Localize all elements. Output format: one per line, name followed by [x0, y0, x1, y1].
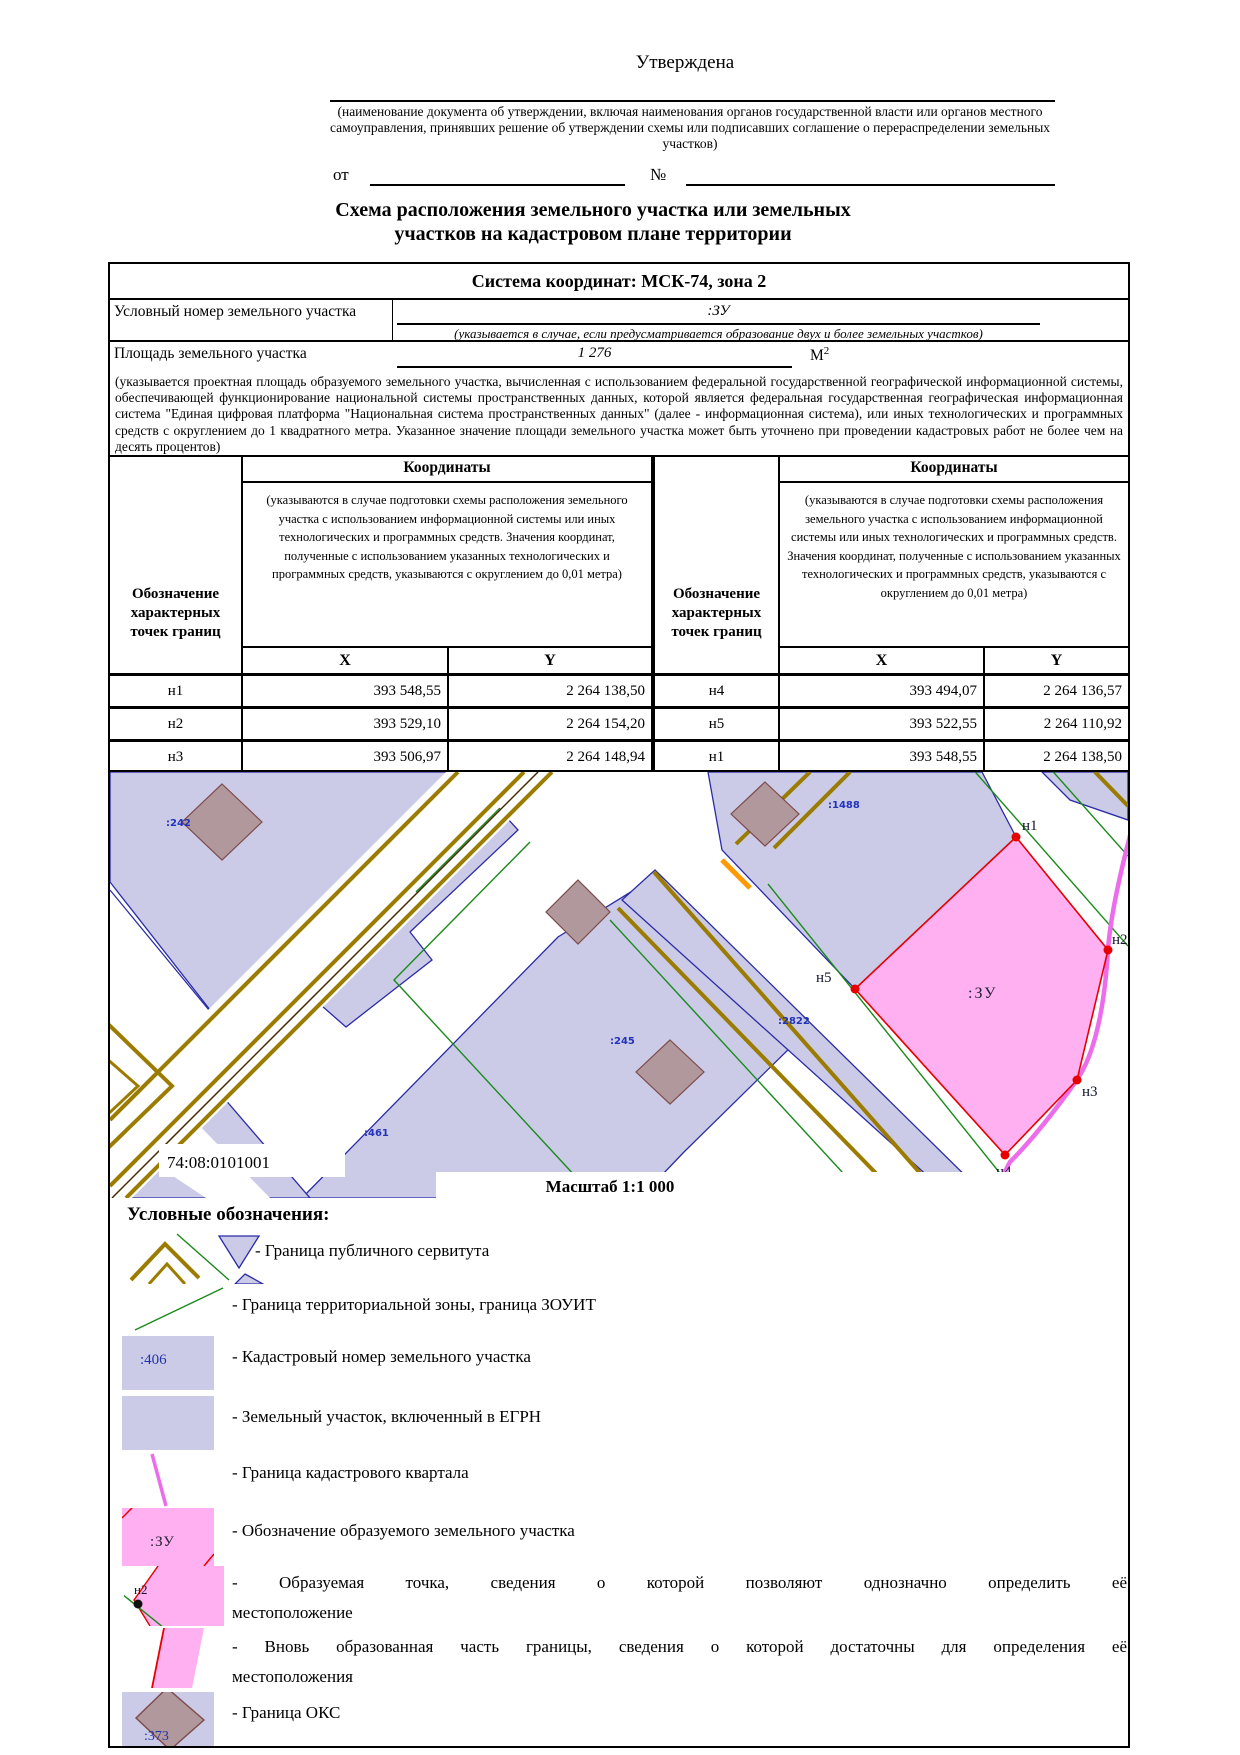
document-title-line1: Схема расположения земельного участка или земельных	[335, 199, 851, 221]
legend-heading: Условные обозначения:	[127, 1204, 330, 1225]
legend-item-label: - Земельный участок, включенный в ЕГРН	[232, 1407, 542, 1426]
point-n2-label: н2	[1112, 932, 1128, 948]
parcel-2822-label: :2822	[778, 1016, 810, 1027]
legend-swatch-egrn-parcel	[122, 1396, 214, 1450]
cadastral-quarter-number: 74:08:0101001	[167, 1153, 270, 1172]
scheme-table	[108, 262, 1130, 1748]
designation-header-right	[652, 455, 779, 674]
cadastral-map-svg	[110, 772, 1128, 1198]
coords-header-left: Координаты	[242, 455, 652, 482]
coordinate-system-header: Система координат: МСК-74, зона 2	[110, 264, 1128, 300]
area-value-text: 1 276	[577, 345, 612, 361]
approval-underline	[330, 100, 1055, 102]
table-row-y: 2 264 138,50	[448, 674, 652, 707]
legend-item-label: - Граница ОКС	[232, 1703, 341, 1722]
legend-item-label: - Граница публичного сервитута	[255, 1241, 490, 1260]
table-row-x: 393 529,10	[242, 707, 448, 740]
table-row-y: 2 264 138,50	[984, 740, 1128, 772]
legend-item-label-line2: местоположения	[232, 1667, 353, 1686]
parcel-461-label: :461	[364, 1128, 389, 1139]
table-row-y: 2 264 154,20	[448, 707, 652, 740]
table-row-y: 2 264 110,92	[984, 707, 1128, 740]
legend-item-label-line1: - Образуемая точка, сведения о которой позволяют однозначно определить её	[232, 1573, 1127, 1592]
point-n1-dot	[1012, 833, 1021, 842]
legend-swatch-quarter-boundary	[122, 1452, 214, 1508]
table-row-y: 2 264 136,57	[984, 674, 1128, 707]
area-label: Площадь земельного участка	[114, 345, 307, 362]
table-row-x: 393 548,55	[242, 674, 448, 707]
legend-item-label-line2: местоположение	[232, 1603, 353, 1622]
table-row-x: 393 522,55	[779, 707, 984, 740]
parcel-1488-label: :1488	[828, 800, 860, 811]
point-n1-label: н1	[1022, 818, 1038, 834]
area-unit-letter: М	[810, 347, 824, 365]
designation-header-right-text: Обозначение характерных точек границ	[671, 586, 762, 640]
approval-caption: (наименование документа об утверждении, включая наименования органов государственной власти или органов местного самоуправления, принявших решение об утверждении схемы или подписавших соглашение о перераспределении земельных участков)	[329, 104, 1051, 151]
area-value[interactable]	[397, 345, 792, 368]
x-header-right: X	[779, 647, 984, 674]
legend-swatch-oks-boundary	[122, 1692, 214, 1746]
cadastral-map	[110, 772, 1128, 1198]
row-border	[110, 340, 1128, 342]
legend-swatch-cadastral-number	[122, 1336, 214, 1390]
new-parcel-label: :ЗУ	[968, 985, 998, 1002]
coords-caption-right	[779, 482, 1128, 647]
from-label: от	[333, 165, 349, 184]
date-blank-field[interactable]	[370, 184, 625, 186]
point-n4-dot	[1001, 1151, 1010, 1160]
table-row-x: 393 494,07	[779, 674, 984, 707]
table-row-point: н2	[110, 707, 242, 740]
table-row-point: н3	[110, 740, 242, 772]
table-row-point: н1	[652, 740, 779, 772]
legend-item-label: - Граница территориальной зоны, граница ЗОУИТ	[232, 1295, 596, 1314]
point-n5-dot	[851, 985, 860, 994]
scale-box	[436, 1172, 1128, 1198]
document-title-line2: участков на кадастровом плане территории	[394, 223, 792, 245]
point-n3-label: н3	[1082, 1084, 1098, 1100]
table-row-point: н1	[110, 674, 242, 707]
area-unit-exponent: 2	[823, 345, 830, 357]
legend-item-label: - Обозначение образуемого земельного участка	[232, 1521, 575, 1540]
legend-item-label: - Граница кадастрового квартала	[232, 1463, 469, 1482]
document-title	[243, 198, 943, 246]
legend-swatch-formed-point-text: н2	[134, 1582, 148, 1597]
approved-label: Утверждена	[635, 52, 735, 73]
row-divider	[392, 300, 393, 342]
conditional-number-value: :ЗУ	[397, 303, 1040, 325]
table-row-x: 393 506,97	[242, 740, 448, 772]
legend-swatch-new-parcel-text: :ЗУ	[150, 1534, 175, 1550]
y-header-right: Y	[984, 647, 1128, 674]
designation-header-left	[110, 455, 242, 674]
number-label: №	[650, 165, 667, 184]
conditional-number-label: Условный номер земельного участка	[114, 303, 357, 320]
table-row-y: 2 264 148,94	[448, 740, 652, 772]
number-blank-field[interactable]	[686, 184, 1055, 186]
coords-caption-left-text: (указываются в случае подготовки схемы расположения земельного участка с использованием информационной системы или иных технологических и программных средств. Значения координат, полученные с использованием указанных технологических и программных средств, указываются с округлением до 0,01 метра)	[266, 493, 628, 581]
table-row-x: 393 548,55	[779, 740, 984, 772]
legend-swatch-public-servitude	[127, 1230, 265, 1284]
legend-item-label: - Кадастровый номер земельного участка	[232, 1347, 531, 1366]
area-caption: (указывается проектная площадь образуемого земельного участка, вычисленная с использованием федеральной государственной географической информационной системы, обеспечивающей функционирование национальной системы пространственных данных, которой является федеральная государственная географическая информационная система "Единая цифровая платформа "Национальная система пространственных данных" (далее - информационная система), или иных технологических и программных средств с округлением до 1 квадратного метра. Указанное значение площади земельного участка может быть уточнено при проведении кадастровых работ не более чем на десять процентов)	[115, 374, 1123, 454]
legend-swatch-oks-text: :373	[144, 1729, 169, 1744]
parcel-245-label: :245	[610, 1036, 635, 1047]
coords-caption-left	[242, 482, 652, 647]
legend-swatch-new-boundary	[140, 1628, 214, 1688]
parcel-242-label: :242	[166, 818, 191, 829]
area-unit	[810, 345, 829, 365]
x-header-left: X	[242, 647, 448, 674]
legend-swatch-new-parcel	[122, 1508, 214, 1566]
coords-caption-right-text: (указываются в случае подготовки схемы расположения земельного участка с использованием информационной системы или иных технологических и программных средств. Значения координат, полученные с использованием указанных технологических и программных средств, указываются с округлением до 0,01 метра)	[787, 493, 1121, 600]
map-scale-label: Масштаб 1:1 000	[545, 1177, 675, 1196]
legend-swatch-cadastral-number-text: :406	[140, 1352, 167, 1368]
point-n5-label: н5	[816, 970, 832, 986]
conditional-number-caption: (указывается в случае, если предусматривается образование двух и более земельных участков)	[454, 326, 983, 341]
table-row-point: н4	[652, 674, 779, 707]
coords-header-right: Координаты	[779, 455, 1128, 482]
designation-header-left-text: Обозначение характерных точек границ	[130, 586, 221, 640]
legend-item-label-line1: - Вновь образованная часть границы, сведения о которой достаточны для определения её	[232, 1637, 1127, 1656]
legend-swatch-formed-point	[124, 1566, 224, 1626]
y-header-left: Y	[448, 647, 652, 674]
point-n3-dot	[1073, 1076, 1082, 1085]
table-row-point: н5	[652, 707, 779, 740]
